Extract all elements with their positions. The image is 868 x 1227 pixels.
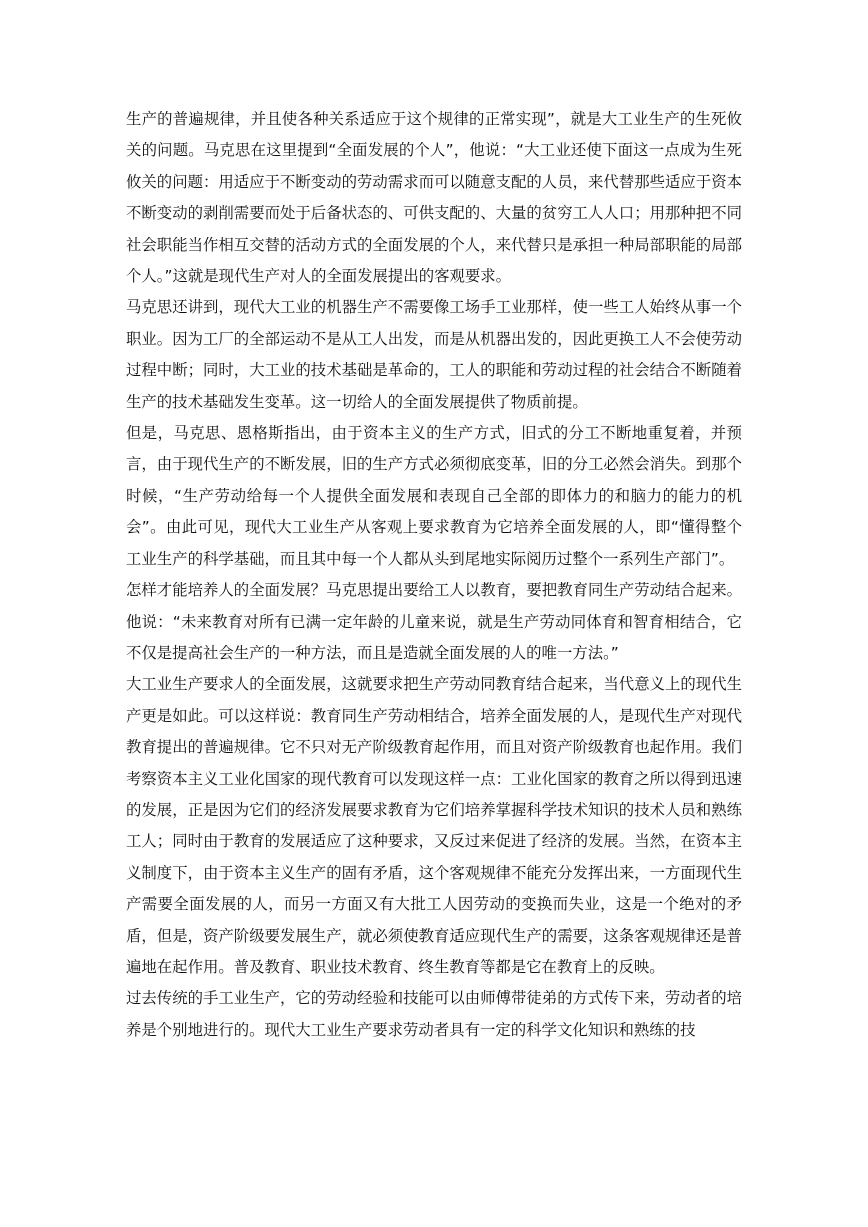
document-body: [126, 104, 742, 1046]
paragraph-2: 马克思还讲到，现代大工业的机器生产不需要像工场手工业那样，使一些工人始终从事一个职业。因为工厂的全部运动不是从工人出发，而是从机器出发的，因此更换工人不会使劳动过程中断；同时，大工业的技术基础是革命的，工人的职能和劳动过程的社会结合不断随着生产的技术基础发生变革。这一切给人的全面发展提供了物质前提。: [126, 298, 742, 411]
paragraph-3: 但是，马克思、恩格斯指出，由于资本主义的生产方式，旧式的分工不断地重复着，并预言，由于现代生产的不断发展，旧的生产方式必须彻底变革，旧的分工必然会消失。到那个时候，“生产劳动给每一个人提供全面发展和表现自己全部的即体力的和脑力的能力的机会”。由此可见，现代大工业生产从客观上要求教育为它培养全面发展的人，即“懂得整个工业生产的科学基础，而且其中每一个人都从头到尾地实际阅历过整个一系列生产部门”。: [126, 424, 742, 568]
paragraph-1: 生产的普遍规律，并且使各种关系适应于这个规律的正常实现”，就是大工业生产的生死攸关的问题。马克思在这里提到“全面发展的个人”，他说：“大工业还使下面这一点成为生死攸关的问题：用适应于不断变动的劳动需求而可以随意支配的人员，来代替那些适应于资本不断变动的剥削需要而处于后备状态的、可供支配的、大量的贫穷工人人口；用那种把不同社会职能当作相互交替的活动方式的全面发展的个人，来代替只是承担一种局部职能的局部个人。”这就是现代生产对人的全面发展提出的客观要求。: [126, 110, 742, 286]
paragraph-6: 过去传统的手工业生产，它的劳动经验和技能可以由师傅带徒弟的方式传下来，劳动者的培养是个别地进行的。现代大工业生产要求劳动者具有一定的科学文化知识和熟练的技: [126, 989, 742, 1039]
paragraph-5: 大工业生产要求人的全面发展，这就要求把生产劳动同教育结合起来，当代意义上的现代生产更是如此。可以这样说：教育同生产劳动相结合，培养全面发展的人，是现代生产对现代教育提出的普遍规律。它不只对无产阶级教育起作用，而且对资产阶级教育也起作用。我们考察资本主义工业化国家的现代教育可以发现这样一点：工业化国家的教育之所以得到迅速的发展，正是因为它们的经济发展要求教育为它们培养掌握科学技术知识的技术人员和熟练工人；同时由于教育的发展适应了这种要求，又反过来促进了经济的发展。当然，在资本主义制度下，由于资本主义生产的固有矛盾，这个客观规律不能充分发挥出来，一方面现代生产需要全面发展的人，而另一方面又有大批工人因劳动的变换而失业，这是一个绝对的矛盾，但是，资产阶级要发展生产，就必须使教育适应现代生产的需要，这条客观规律还是普遍地在起作用。普及教育、职业技术教育、终生教育等都是它在教育上的反映。: [126, 675, 742, 976]
paragraph-4: 怎样才能培养人的全面发展？马克思提出要给工人以教育，要把教育同生产劳动结合起来。他说：“未来教育对所有已满一定年龄的儿童来说，就是生产劳动同体育和智育相结合，它不仅是提高社会生产的一种方法，而且是造就全面发展的人的唯一方法。”: [126, 581, 742, 662]
